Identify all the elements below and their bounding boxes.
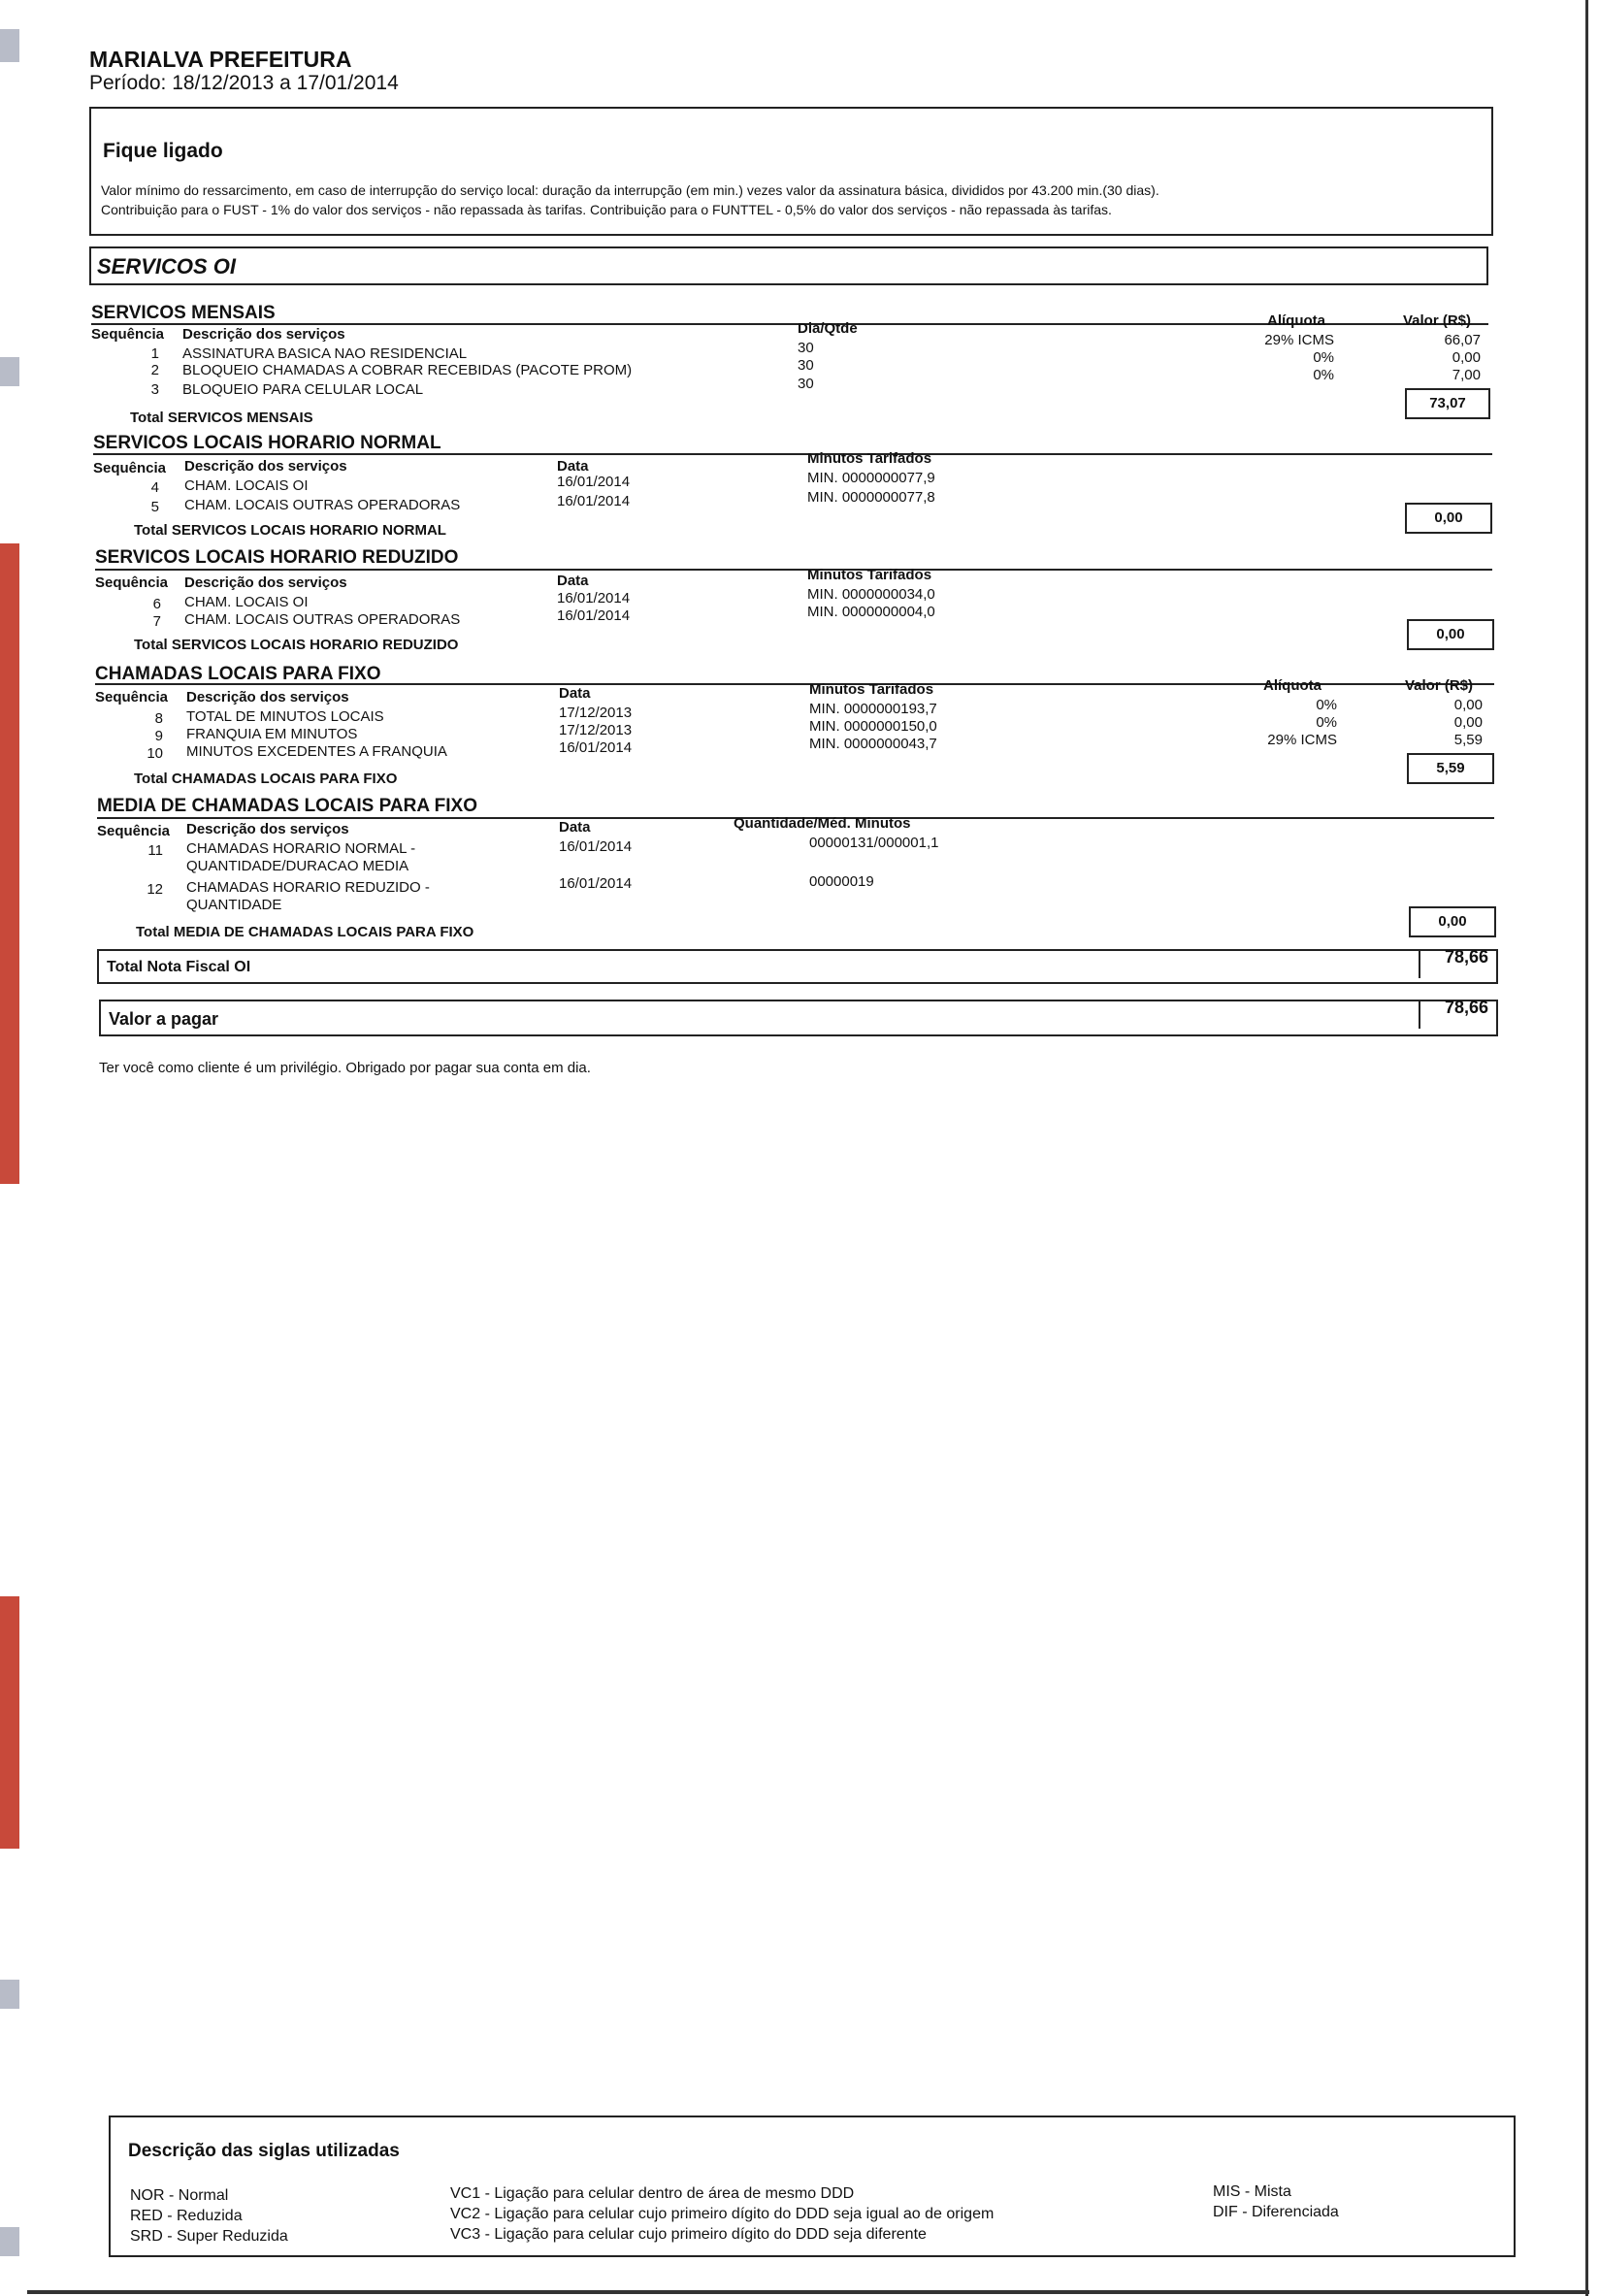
col-header-seq: Sequência: [93, 460, 167, 476]
section-total-label: Total SERVICOS LOCAIS HORARIO NORMAL: [134, 522, 446, 539]
servicos-oi-label: SERVICOS OI: [97, 254, 237, 279]
fique-ligado-line-1: Valor mínimo do ressarcimento, em caso de interrupção do serviço local: duração da interrupção (em min.) vezes valor da assinatura básica, divididos por 43.200 min.(30 dias).: [101, 182, 1159, 198]
col-header-desc: Descrição dos serviços: [186, 689, 349, 705]
valor-a-pagar-value: 78,66: [1444, 998, 1488, 1017]
row-data: 17/12/2013: [559, 722, 633, 738]
organization-name: MARIALVA PREFEITURA: [89, 47, 352, 72]
row-desc: MINUTOS EXCEDENTES A FRANQUIA: [186, 743, 447, 760]
thank-you-message: Ter você como cliente é um privilégio. Obrigado por pagar sua conta em dia.: [99, 1060, 591, 1076]
row-quantidade: 00000019: [809, 873, 874, 890]
row-data: 16/01/2014: [559, 875, 633, 892]
fique-ligado-box: [89, 107, 1493, 236]
row-aliquota: 0%: [1316, 714, 1337, 731]
total-nota-fiscal-value: 78,66: [1444, 947, 1488, 967]
row-desc: ASSINATURA BASICA NAO RESIDENCIAL: [182, 345, 468, 362]
total-nota-value-divider: [1419, 949, 1420, 978]
col-header-seq: Sequência: [95, 689, 169, 705]
scan-artifact-gray: [0, 1980, 19, 2009]
row-qtde: 30: [798, 340, 814, 356]
scan-artifact-red: [0, 1596, 19, 1849]
col-header-seq: Sequência: [97, 823, 171, 839]
row-valor: 5,59: [1453, 732, 1483, 748]
legend-item: SRD - Super Reduzida: [130, 2228, 288, 2245]
row-desc: BLOQUEIO CHAMADAS A COBRAR RECEBIDAS (PACOTE PROM): [182, 362, 633, 378]
row-data: 16/01/2014: [557, 590, 631, 607]
col-header-data: Data: [557, 458, 589, 475]
row-desc: CHAM. LOCAIS OUTRAS OPERADORAS: [184, 497, 461, 513]
col-header-aliquota: Alíquota: [1267, 312, 1325, 329]
row-data: 16/01/2014: [559, 838, 633, 855]
row-desc: FRANQUIA EM MINUTOS: [186, 726, 358, 742]
legend-item: VC3 - Ligação para celular cujo primeiro dígito do DDD seja diferente: [450, 2226, 927, 2243]
row-quantidade: 00000131/000001,1: [809, 835, 939, 851]
row-seq: 5: [150, 499, 159, 515]
legend-item: VC1 - Ligação para celular dentro de área de mesmo DDD: [450, 2185, 855, 2202]
scan-artifact-red: [0, 543, 19, 1184]
row-qtde: 30: [798, 376, 814, 392]
row-seq: 7: [152, 613, 161, 630]
section-title-media-fixo: MEDIA DE CHAMADAS LOCAIS PARA FIXO: [97, 796, 477, 816]
col-header-data: Data: [559, 819, 591, 836]
section-title-locais-reduzido: SERVICOS LOCAIS HORARIO REDUZIDO: [95, 547, 459, 568]
legend-item: RED - Reduzida: [130, 2208, 243, 2224]
valor-pagar-value-divider: [1419, 1000, 1420, 1029]
legend-box: [109, 2116, 1516, 2257]
row-data: 17/12/2013: [559, 705, 633, 721]
row-seq: 1: [150, 345, 159, 362]
scan-artifact-gray: [0, 2227, 19, 2256]
row-valor: 0,00: [1452, 349, 1481, 366]
row-data: 16/01/2014: [557, 607, 631, 624]
section-title-locais-normal: SERVICOS LOCAIS HORARIO NORMAL: [93, 433, 441, 453]
scan-artifact-gray: [0, 29, 19, 62]
section-rule: [95, 569, 1492, 571]
row-seq: 11: [147, 842, 163, 859]
col-header-seq: Sequência: [95, 574, 169, 591]
row-desc: CHAMADAS HORARIO NORMAL -: [186, 840, 416, 857]
section-total-label: Total CHAMADAS LOCAIS PARA FIXO: [134, 771, 398, 787]
row-valor: 0,00: [1453, 697, 1483, 713]
fique-ligado-line-2: Contribuição para o FUST - 1% do valor dos serviços - não repassada às tarifas. Contribuição para o FUNTTEL - 0,5% do valor dos serviços - não repassada às tarifas.: [101, 202, 1112, 217]
row-minutos: MIN. 0000000150,0: [809, 718, 937, 735]
row-seq: 4: [150, 479, 159, 496]
section-total-label: Total SERVICOS LOCAIS HORARIO REDUZIDO: [134, 637, 459, 653]
row-seq: 2: [150, 362, 159, 378]
fique-ligado-title: Fique ligado: [103, 140, 223, 162]
section-total-label: Total SERVICOS MENSAIS: [130, 410, 313, 426]
row-qtde: 30: [798, 357, 814, 374]
row-aliquota: 0%: [1313, 349, 1334, 366]
row-minutos: MIN. 0000000077,8: [807, 489, 935, 506]
row-desc: CHAMADAS HORARIO REDUZIDO -: [186, 879, 430, 896]
row-desc: CHAM. LOCAIS OI: [184, 477, 309, 494]
row-data: 16/01/2014: [557, 474, 631, 490]
row-desc: TOTAL DE MINUTOS LOCAIS: [186, 708, 384, 725]
section-total-value: 0,00: [1407, 619, 1494, 650]
row-valor: 66,07: [1444, 332, 1481, 348]
row-desc-cont: QUANTIDADE/DURACAO MEDIA: [186, 858, 409, 874]
col-header-valor: Valor (R$): [1403, 312, 1472, 329]
scan-edge-line: [1585, 0, 1588, 2296]
bottom-edge-line: [27, 2290, 1589, 2294]
col-header-minutos: Minutos Tarifados: [809, 681, 934, 698]
row-data: 16/01/2014: [559, 739, 633, 756]
section-total-label: Total MEDIA DE CHAMADAS LOCAIS PARA FIXO: [136, 924, 474, 940]
legend-item: MIS - Mista: [1213, 2183, 1291, 2200]
row-desc: CHAM. LOCAIS OI: [184, 594, 309, 610]
col-header-valor: Valor (R$): [1405, 677, 1474, 694]
row-minutos: MIN. 0000000043,7: [809, 736, 937, 752]
row-seq: 10: [147, 745, 163, 762]
billing-period: Período: 18/12/2013 a 17/01/2014: [89, 72, 399, 94]
col-header-seq: Sequência: [91, 326, 165, 343]
section-total-value: 0,00: [1405, 503, 1492, 534]
col-header-dia-qtde: Dia/Qtde: [798, 320, 858, 337]
servicos-oi-box: [89, 246, 1488, 285]
row-seq: 9: [154, 728, 163, 744]
valor-a-pagar-box: [99, 1000, 1498, 1036]
legend-item: VC2 - Ligação para celular cujo primeiro dígito do DDD seja igual ao de origem: [450, 2206, 995, 2222]
total-nota-fiscal-label: Total Nota Fiscal OI: [107, 959, 251, 975]
row-aliquota: 29% ICMS: [1264, 332, 1334, 348]
legend-item: NOR - Normal: [130, 2187, 229, 2204]
row-valor: 7,00: [1452, 367, 1481, 383]
row-seq: 3: [150, 381, 159, 398]
section-total-value: 73,07: [1405, 388, 1490, 419]
row-aliquota: 29% ICMS: [1267, 732, 1337, 748]
row-seq: 8: [154, 710, 163, 727]
row-minutos: MIN. 0000000193,7: [809, 701, 937, 717]
row-minutos: MIN. 0000000034,0: [807, 586, 935, 603]
col-header-desc: Descrição dos serviços: [186, 821, 349, 837]
row-desc-cont: QUANTIDADE: [186, 897, 282, 913]
col-header-data: Data: [559, 685, 591, 702]
row-aliquota: 0%: [1313, 367, 1334, 383]
col-header-desc: Descrição dos serviços: [184, 458, 347, 475]
section-title-chamadas-fixo: CHAMADAS LOCAIS PARA FIXO: [95, 664, 381, 684]
col-header-data: Data: [557, 573, 589, 589]
legend-title: Descrição das siglas utilizadas: [128, 2141, 400, 2161]
row-aliquota: 0%: [1316, 697, 1337, 713]
row-seq: 6: [152, 596, 161, 612]
valor-a-pagar-label: Valor a pagar: [109, 1009, 219, 1029]
col-header-desc: Descrição dos serviços: [182, 326, 345, 343]
section-total-value: 5,59: [1407, 753, 1494, 784]
row-desc: BLOQUEIO PARA CELULAR LOCAL: [182, 381, 424, 398]
scan-artifact-gray: [0, 357, 19, 386]
legend-item: DIF - Diferenciada: [1213, 2204, 1339, 2220]
section-title-mensais: SERVICOS MENSAIS: [91, 303, 276, 323]
section-rule: [93, 453, 1492, 455]
section-total-value: 0,00: [1409, 906, 1496, 937]
col-header-quantidade: Quantidade/Méd. Minutos: [734, 815, 911, 832]
row-minutos: MIN. 0000000077,9: [807, 470, 935, 486]
row-valor: 0,00: [1453, 714, 1483, 731]
col-header-minutos: Minutos Tarifados: [807, 567, 932, 583]
row-seq: 12: [147, 881, 163, 898]
col-header-desc: Descrição dos serviços: [184, 574, 347, 591]
row-minutos: MIN. 0000000004,0: [807, 604, 935, 620]
row-desc: CHAM. LOCAIS OUTRAS OPERADORAS: [184, 611, 461, 628]
col-header-aliquota: Alíquota: [1263, 677, 1322, 694]
row-data: 16/01/2014: [557, 493, 631, 509]
total-nota-fiscal-box: [97, 949, 1498, 984]
col-header-minutos: Minutos Tarifados: [807, 450, 932, 467]
